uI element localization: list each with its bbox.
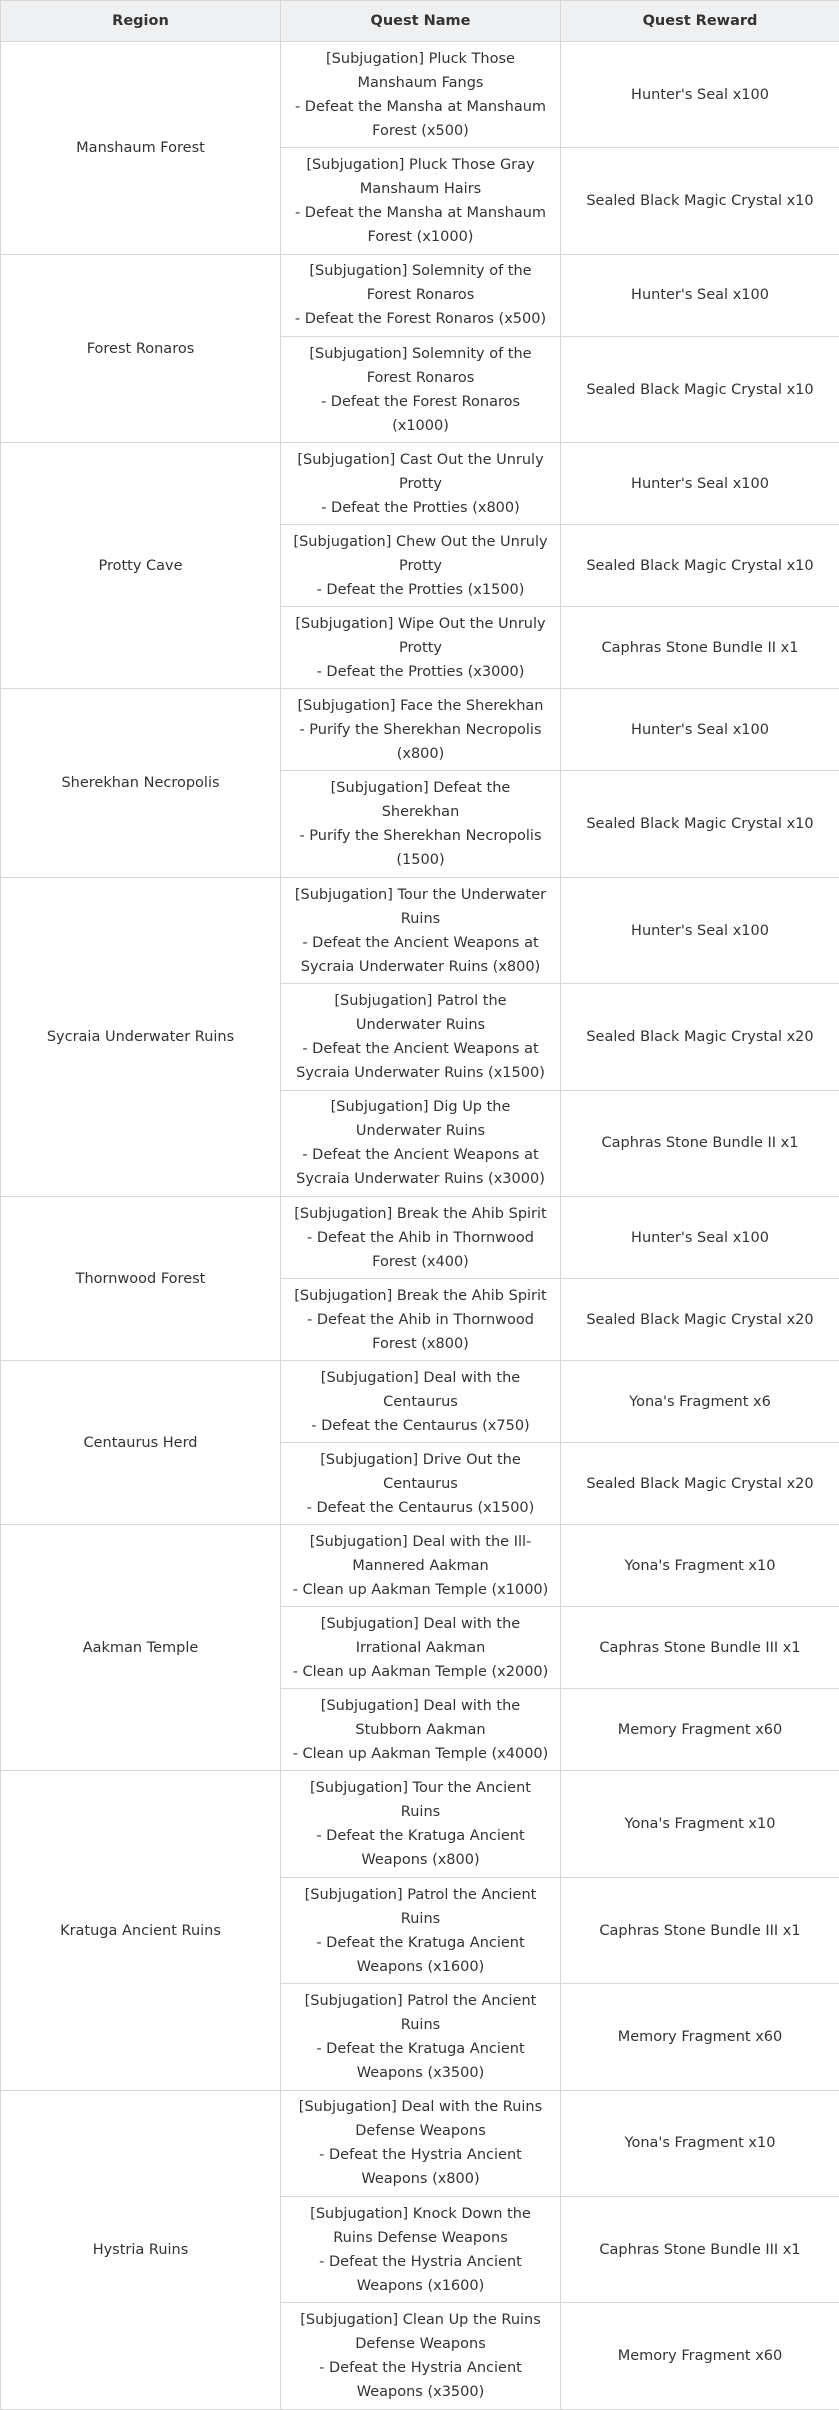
header-region: Region xyxy=(1,1,281,42)
quest-name-cell xyxy=(281,1771,561,1877)
quest-title: [Subjugation] Face the Sherekhan xyxy=(297,697,544,714)
quest-title: [Subjugation] Tour the Underwater Ruins xyxy=(294,886,547,927)
quest-reward-cell: Hunter's Seal x100 xyxy=(561,689,839,771)
region-cell: Thornwood Forest xyxy=(1,1197,281,1361)
quest-objective: - Purify the Sherekhan Necropolis (x800) xyxy=(299,721,542,762)
quest-reward-cell: Sealed Black Magic Crystal x10 xyxy=(561,336,839,442)
region-cell: Centaurus Herd xyxy=(1,1361,281,1525)
quest-title: [Subjugation] Deal with the Ill-Mannered Aakman xyxy=(309,1533,532,1574)
quest-objective: - Clean up Aakman Temple (x2000) xyxy=(292,1663,549,1680)
quest-reward-cell: Memory Fragment x60 xyxy=(561,1984,839,2090)
quest-name-cell xyxy=(281,1279,561,1361)
table-row xyxy=(1,42,839,148)
region-cell: Manshaum Forest xyxy=(1,42,281,255)
quest-objective: - Defeat the Hystria Ancient Weapons (x1600) xyxy=(319,2253,522,2294)
quest-title: [Subjugation] Deal with the Irrational Aakman xyxy=(320,1615,521,1656)
quest-name-cell xyxy=(281,525,561,607)
table-row xyxy=(1,1361,839,1443)
region-cell: Aakman Temple xyxy=(1,1525,281,1771)
quest-name-cell xyxy=(281,1090,561,1196)
quest-reward-cell: Yona's Fragment x10 xyxy=(561,2090,839,2196)
quest-title: [Subjugation] Pluck Those Gray Manshaum Hairs xyxy=(306,157,535,198)
quest-name-cell xyxy=(281,254,561,336)
quest-name-cell xyxy=(281,1877,561,1983)
quest-reward-cell: Caphras Stone Bundle II x1 xyxy=(561,1090,839,1196)
quest-objective: - Defeat the Ancient Weapons at Sycraia Underwater Ruins (x800) xyxy=(300,934,541,975)
region-cell: Sycraia Underwater Ruins xyxy=(1,877,281,1196)
quest-name-cell xyxy=(281,1984,561,2090)
quest-name-cell xyxy=(281,607,561,689)
quest-reward-cell: Sealed Black Magic Crystal x20 xyxy=(561,1443,839,1525)
quest-title: [Subjugation] Break the Ahib Spirit xyxy=(294,1287,547,1304)
quest-objective: - Clean up Aakman Temple (x4000) xyxy=(292,1745,549,1762)
quest-title: [Subjugation] Chew Out the Unruly Protty xyxy=(293,533,548,574)
header-quest-reward: Quest Reward xyxy=(561,1,839,42)
quest-reward-cell: Hunter's Seal x100 xyxy=(561,254,839,336)
quest-objective: - Defeat the Forest Ronaros (x1000) xyxy=(320,393,521,434)
quest-reward-cell: Sealed Black Magic Crystal x10 xyxy=(561,148,839,254)
quest-title: [Subjugation] Defeat the Sherekhan xyxy=(330,780,511,821)
quest-objective: - Defeat the Kratuga Ancient Weapons (x800) xyxy=(316,1828,525,1869)
quest-reward-cell: Yona's Fragment x10 xyxy=(561,1771,839,1877)
quest-title: [Subjugation] Drive Out the Centaurus xyxy=(320,1451,521,1492)
quest-reward-cell: Sealed Black Magic Crystal x10 xyxy=(561,525,839,607)
quest-title: [Subjugation] Solemnity of the Forest Ronaros xyxy=(309,263,532,304)
quest-objective: - Defeat the Ahib in Thornwood Forest (x400) xyxy=(307,1229,534,1270)
quest-reward-cell: Caphras Stone Bundle III x1 xyxy=(561,2197,839,2303)
quest-objective: - Defeat the Forest Ronaros (x500) xyxy=(294,311,547,328)
quest-objective: - Defeat the Protties (x800) xyxy=(321,499,520,516)
quest-reward-cell: Hunter's Seal x100 xyxy=(561,42,839,148)
quest-title: [Subjugation] Solemnity of the Forest Ronaros xyxy=(309,345,532,386)
quest-objective: - Defeat the Ancient Weapons at Sycraia Underwater Ruins (x1500) xyxy=(296,1040,545,1081)
quest-name-cell xyxy=(281,2197,561,2303)
table-row xyxy=(1,1771,839,1877)
quest-title: [Subjugation] Cast Out the Unruly Protty xyxy=(297,451,544,492)
quest-reward-cell: Yona's Fragment x10 xyxy=(561,1525,839,1607)
quest-reward-cell: Caphras Stone Bundle II x1 xyxy=(561,607,839,689)
quest-title: [Subjugation] Patrol the Underwater Ruins xyxy=(334,992,507,1033)
quest-objective: - Defeat the Ahib in Thornwood Forest (x800) xyxy=(307,1311,534,1352)
quest-title: [Subjugation] Knock Down the Ruins Defense Weapons xyxy=(310,2205,531,2246)
quest-name-cell xyxy=(281,1197,561,1279)
quest-title: [Subjugation] Patrol the Ancient Ruins xyxy=(304,1886,537,1927)
quest-objective: - Defeat the Centaurus (x1500) xyxy=(306,1499,535,1516)
quest-objective: - Defeat the Protties (x3000) xyxy=(316,663,525,680)
quest-title: [Subjugation] Pluck Those Manshaum Fangs xyxy=(326,50,515,91)
quest-name-cell xyxy=(281,771,561,877)
quest-objective: - Clean up Aakman Temple (x1000) xyxy=(292,1581,549,1598)
region-cell: Kratuga Ancient Ruins xyxy=(1,1771,281,2090)
header-quest-name: Quest Name xyxy=(281,1,561,42)
region-cell: Sherekhan Necropolis xyxy=(1,689,281,877)
quest-objective: - Defeat the Protties (x1500) xyxy=(316,581,525,598)
table-row xyxy=(1,877,839,983)
quest-objective: - Defeat the Hystria Ancient Weapons (x3500) xyxy=(319,2360,522,2401)
quest-name-cell xyxy=(281,1525,561,1607)
quest-title: [Subjugation] Deal with the Centaurus xyxy=(320,1369,521,1410)
quest-objective: - Defeat the Ancient Weapons at Sycraia Underwater Ruins (x3000) xyxy=(296,1147,545,1188)
table-row xyxy=(1,254,839,336)
quest-name-cell xyxy=(281,443,561,525)
quest-reward-cell: Hunter's Seal x100 xyxy=(561,1197,839,1279)
quest-title: [Subjugation] Patrol the Ancient Ruins xyxy=(304,1992,537,2033)
quest-name-cell xyxy=(281,689,561,771)
table-row xyxy=(1,2090,839,2196)
region-cell: Protty Cave xyxy=(1,443,281,689)
table-row xyxy=(1,443,839,525)
quest-reward-cell: Memory Fragment x60 xyxy=(561,1689,839,1771)
quest-reward-cell: Caphras Stone Bundle III x1 xyxy=(561,1877,839,1983)
quest-title: [Subjugation] Dig Up the Underwater Ruins xyxy=(330,1099,511,1140)
table-row xyxy=(1,1525,839,1607)
quest-name-cell xyxy=(281,1361,561,1443)
quest-title: [Subjugation] Deal with the Stubborn Aakman xyxy=(320,1697,521,1738)
quest-reward-cell: Sealed Black Magic Crystal x20 xyxy=(561,984,839,1090)
quest-reward-cell: Memory Fragment x60 xyxy=(561,2303,839,2410)
quest-name-cell xyxy=(281,877,561,983)
quest-reward-cell: Hunter's Seal x100 xyxy=(561,443,839,525)
quest-name-cell xyxy=(281,42,561,148)
quest-name-cell xyxy=(281,1443,561,1525)
quest-title: [Subjugation] Tour the Ancient Ruins xyxy=(310,1780,531,1821)
quest-title: [Subjugation] Wipe Out the Unruly Protty xyxy=(295,615,546,656)
quest-title: [Subjugation] Deal with the Ruins Defense Weapons xyxy=(298,2099,543,2140)
quest-reward-cell: Hunter's Seal x100 xyxy=(561,877,839,983)
quest-title: [Subjugation] Clean Up the Ruins Defense Weapons xyxy=(300,2312,541,2353)
region-cell: Hystria Ruins xyxy=(1,2090,281,2409)
quest-reward-cell: Caphras Stone Bundle III x1 xyxy=(561,1607,839,1689)
table-row xyxy=(1,1197,839,1279)
quest-name-cell xyxy=(281,2303,561,2410)
region-cell: Forest Ronaros xyxy=(1,254,281,442)
table-row xyxy=(1,689,839,771)
quest-name-cell xyxy=(281,1607,561,1689)
quest-objective: - Defeat the Hystria Ancient Weapons (x800) xyxy=(319,2147,522,2188)
quest-reward-cell: Yona's Fragment x6 xyxy=(561,1361,839,1443)
header-row xyxy=(1,1,839,42)
quest-title: [Subjugation] Break the Ahib Spirit xyxy=(294,1205,547,1222)
quest-reward-cell: Sealed Black Magic Crystal x20 xyxy=(561,1279,839,1361)
quest-objective: - Purify the Sherekhan Necropolis (1500) xyxy=(299,828,542,869)
quest-name-cell xyxy=(281,1689,561,1771)
quest-objective: - Defeat the Mansha at Manshaum Forest (x1000) xyxy=(294,205,547,246)
quest-objective: - Defeat the Kratuga Ancient Weapons (x3500) xyxy=(316,2040,525,2081)
quest-objective: - Defeat the Centaurus (x750) xyxy=(311,1417,530,1434)
quest-name-cell xyxy=(281,2090,561,2196)
quest-objective: - Defeat the Mansha at Manshaum Forest (x500) xyxy=(294,98,547,139)
quest-name-cell xyxy=(281,336,561,442)
quest-name-cell xyxy=(281,148,561,254)
quest-objective: - Defeat the Kratuga Ancient Weapons (x1600) xyxy=(316,1934,525,1975)
quest-name-cell xyxy=(281,984,561,1090)
quest-reward-cell: Sealed Black Magic Crystal x10 xyxy=(561,771,839,877)
